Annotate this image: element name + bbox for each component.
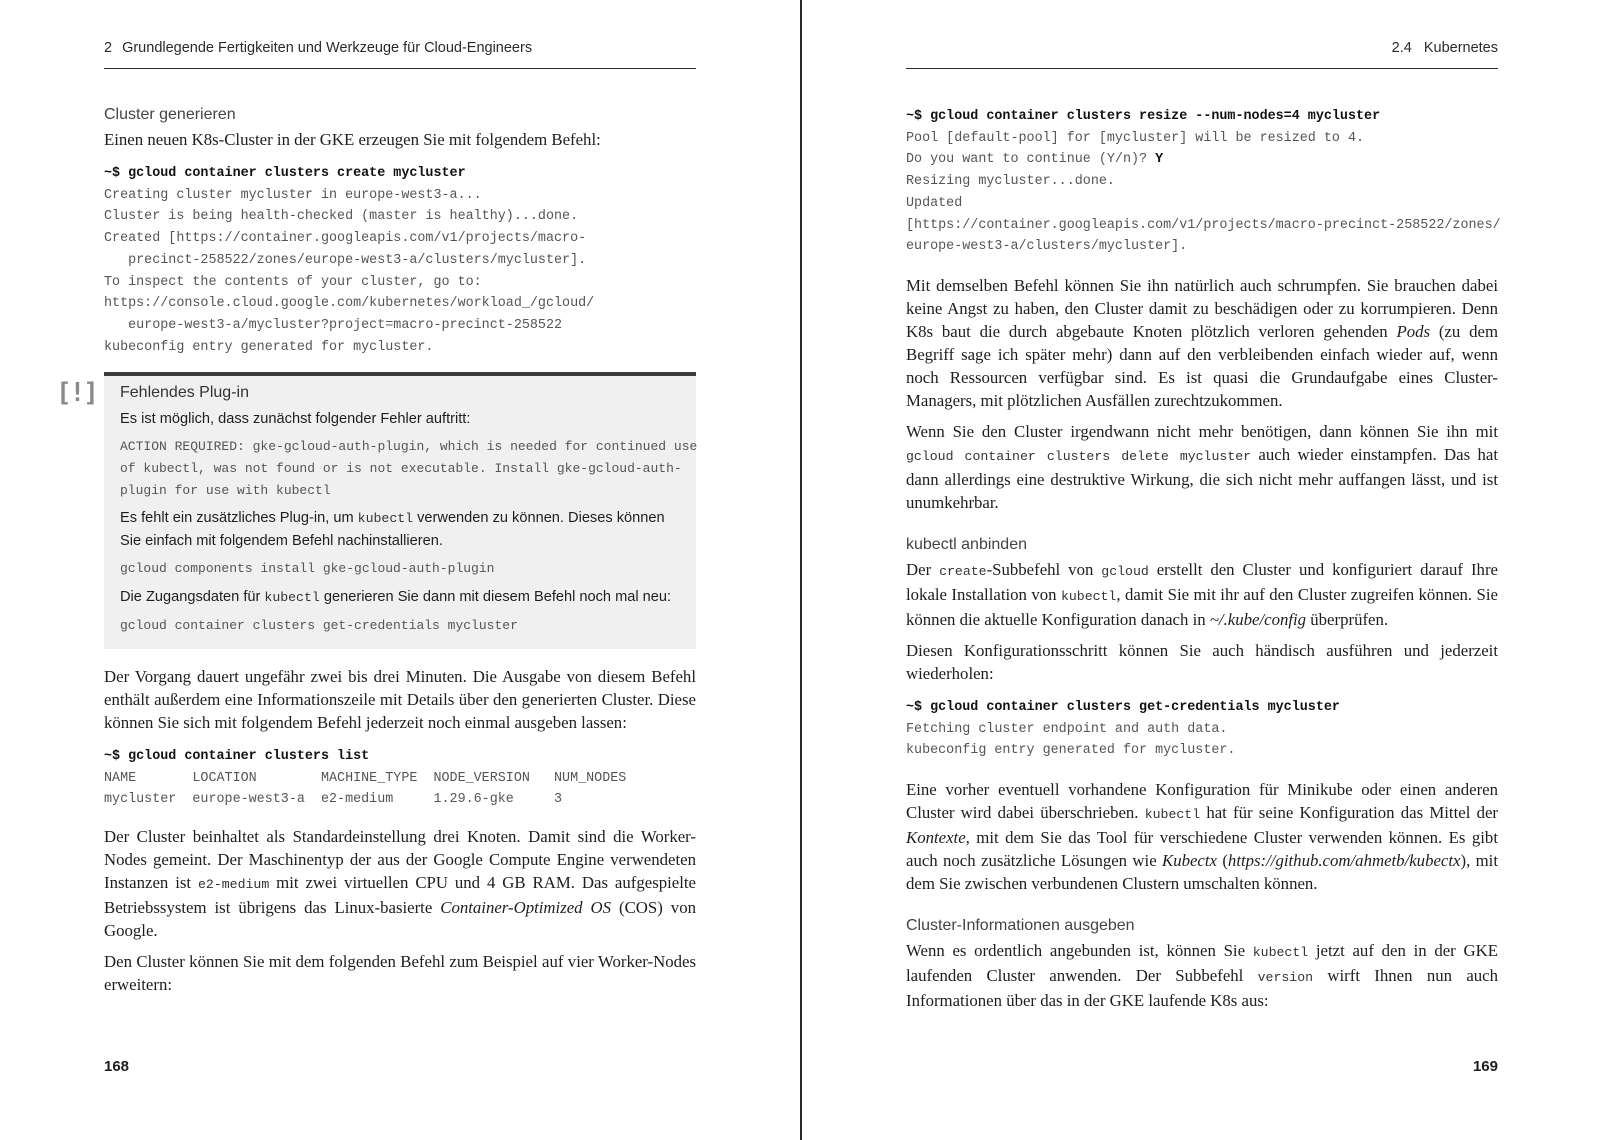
para2-text-a: Der Cluster beinhaltet als Standardeinstellung drei Knoten. Damit sind die Worker-Nodes gemeint. Der Maschinentyp der aus der Google Compute Engine verwendeten Instanzen ist — [104, 826, 696, 892]
note-command-install: gcloud components install gke-gcloud-auth-plugin — [120, 561, 495, 577]
para2-text-c: (COS) von Google. — [104, 897, 696, 940]
note-title: Fehlendes Plug-in — [120, 384, 249, 402]
paragraph-resize-intro: Den Cluster können Sie mit dem folgenden Befehl zum Beispiel auf vier Worker-Nodes erweitern: — [104, 951, 696, 994]
resize-output-2: Resizing mycluster...done. Updated [https://container.googleapis.com/v1/projects/macro-precinct-258522/zones/ europe-west3-a/clusters/mycluster]. — [906, 174, 1501, 255]
note-box-missing-plugin — [56, 372, 698, 649]
right-page — [802, 0, 1600, 1140]
command-get-credentials: ~$ gcloud container clusters get-credentials mycluster — [906, 699, 1340, 715]
note-command-get-credentials: gcloud container clusters get-credentials mycluster — [120, 618, 518, 634]
running-header-left — [104, 40, 696, 69]
warning-icon: [!] — [56, 378, 97, 409]
paragraph-default-nodes — [104, 825, 696, 942]
note-p2-text-b: verwenden zu können. Dieses können Sie einfach mit folgendem Befehl nachinstallieren. — [120, 510, 665, 550]
italic-kontexte: Kontexte — [906, 828, 966, 848]
get-credentials-output: Fetching cluster endpoint and auth data. kubeconfig entry generated for mycluster. — [906, 721, 1236, 759]
inline-code-kubectl: kubectl — [1252, 945, 1309, 961]
italic-cos: Container-Optimized OS — [440, 897, 612, 917]
running-header-right — [906, 40, 1498, 69]
inline-code-kubectl: kubectl — [1060, 588, 1117, 604]
para3-text-c: erstellt den Cluster und konfiguriert darauf Ihre lokale Installation von — [906, 559, 1498, 604]
inline-code-e2-medium: e2-medium — [198, 876, 270, 892]
inline-code-kubectl: kubectl — [357, 511, 414, 527]
paragraph-delete — [906, 420, 1498, 514]
page-number-right: 169 — [1472, 1058, 1498, 1075]
paragraph-shrink — [906, 274, 1498, 412]
command-list: ~$ gcloud container clusters list — [104, 748, 370, 764]
italic-kube-config-path: ~/.kube/config — [1209, 609, 1307, 629]
paragraph-contexts — [906, 778, 1498, 895]
para6-text-a: Wenn es ordentlich angebunden ist, können Sie — [906, 941, 1253, 961]
inline-code-kubectl: kubectl — [264, 590, 320, 606]
section-title-cluster-informationen: Cluster-Informationen ausgeben — [906, 917, 1135, 935]
para2-text-b: auch wieder einstampfen. Das hat dann allerdings eine destruktive Wirkung, die sich nicht mehr auffangen lässt, und ist unumkehrbar. — [906, 444, 1498, 512]
para5-text-c: , mit dem Sie das Tool für verschiedene Cluster verwenden können. Es gibt auch noch zusätzliche Lösungen wie — [906, 828, 1498, 871]
chapter-title: Grundlegende Fertigkeiten und Werkzeuge für Cloud-Engineers — [122, 40, 533, 56]
para5-text-b: hat für seine Konfiguration das Mittel der — [1200, 803, 1499, 823]
section-title-cluster-generieren: Cluster generieren — [104, 106, 236, 123]
para1-text-a: Mit demselben Befehl können Sie ihn natürlich auch schrumpfen. Sie brauchen dabei keine Angst zu haben, den Cluster damit zu beschädigen oder zu korrumpieren. Denn K8s baut die durch abgebaute Knoten plötzlich verloren gehenden — [906, 275, 1498, 341]
para3-text-d: , damit Sie mit ihr auf den Cluster zugreifen können. Sie können die aktuelle Konfiguration danach in — [906, 584, 1498, 629]
note-p2-text-a: Es fehlt ein zusätzliches Plug-in, um — [120, 510, 358, 527]
para3-text-e: überprüfen. — [1306, 609, 1389, 629]
note-p3-text-b: generieren Sie dann mit diesem Befehl noch mal neu: — [319, 589, 672, 606]
para5-text-d: ( — [1216, 851, 1228, 871]
inline-code-create: create — [939, 563, 987, 579]
code-block-list — [104, 746, 696, 811]
code-block-create — [104, 163, 696, 358]
para3-text-b: -Subbefehl von — [986, 559, 1102, 579]
inline-code-delete-command: gcloud container clusters delete mycluster — [906, 448, 1252, 464]
section-title-kubectl-anbinden: kubectl anbinden — [906, 535, 1027, 553]
create-output: Creating cluster mycluster in europe-west3-a... Cluster is being health-checked (master is healthy)...done. Created [https://container.googleapis.com/v1/projects/macro- precinct-258522/zones/europe-west3-a/clusters/mycluster]. To inspect the contents of your cluster, go to: https://console.cloud.google.com/kubernetes/workload_/gcloud/ europe-west3-a/mycluster?project=macro-precinct-258522 kubeconfig entry generated for mycluster. — [104, 187, 595, 355]
paragraph-duration: Der Vorgang dauert ungefähr zwei bis drei Minuten. Die Ausgabe von diesem Befehl enthält außerdem eine Informationszeile mit Details über den generierten Cluster. Diese können Sie sich mit folgendem Befehl jederzeit noch einmal ausgeben lassen: — [104, 666, 696, 732]
inline-code-kubectl: kubectl — [1144, 807, 1201, 823]
note-error-output: ACTION REQUIRED: gke-gcloud-auth-plugin, which is needed for continued use of kubectl, was not found or is not executable. Install gke-gcloud-auth- plugin for use with kubectl — [120, 439, 698, 498]
para2-text-a: Wenn Sie den Cluster irgendwann nicht mehr benötigen, dann können Sie ihn mit — [906, 421, 1498, 441]
note-paragraph-3 — [120, 586, 680, 609]
code-block-get-credentials — [906, 697, 1498, 762]
resize-answer: Y — [1155, 152, 1164, 168]
command-create: ~$ gcloud container clusters create mycluster — [104, 166, 466, 181]
para2-text-b: mit zwei virtuellen CPU und 4 GB RAM. Das aufgespielte Betriebssystem ist übrigens das Linux-basierte — [104, 872, 696, 917]
para6-text-b: jetzt auf den in der GKE laufenden Cluster anwenden. Der Subbefehl — [906, 941, 1498, 986]
paragraph-version — [906, 939, 1498, 1012]
paragraph-create-subcommand — [906, 558, 1498, 631]
italic-kubectx: Kubectx — [1162, 851, 1217, 871]
command-resize: ~$ gcloud container clusters resize --num-nodes=4 mycluster — [906, 109, 1381, 124]
italic-pods: Pods — [1396, 321, 1431, 341]
paragraph-manual-config: Diesen Konfigurationsschritt können Sie auch händisch ausführen und jederzeit wiederholen: — [906, 640, 1498, 683]
section-title: Kubernetes — [1423, 40, 1498, 56]
para3-text-a: Der — [906, 559, 940, 579]
inline-code-version: version — [1257, 970, 1314, 986]
page-number-left: 168 — [104, 1058, 130, 1075]
para1-text-b: (zu dem Begriff sage ich später mehr) dann auf den verbleibenden einfach wieder auf, wenn noch Ressourcen verfügbar sind. Es ist quasi die Grundaufgabe eines Cluster-Managers, mit plötzlichen Ausfällen zurechtzukommen. — [906, 321, 1498, 410]
resize-output-1: Pool [default-pool] for [mycluster] will be resized to 4. Do you want to continue (Y/n)? — [906, 130, 1365, 168]
para5-text-a: Eine vorher eventuell vorhandene Konfiguration für Minikube oder einen anderen Cluster wird dabei überschrieben. — [906, 780, 1498, 823]
note-paragraph-1: Es ist möglich, dass zunächst folgender Fehler auftritt: — [120, 411, 471, 428]
code-block-resize — [906, 106, 1501, 258]
section-number: 2.4 — [1391, 40, 1412, 56]
intro-paragraph: Einen neuen K8s-Cluster in der GKE erzeugen Sie mit folgendem Befehl: — [104, 130, 601, 149]
note-p3-text-a: Die Zugangsdaten für — [120, 589, 265, 606]
inline-code-gcloud: gcloud — [1101, 563, 1149, 579]
chapter-number: 2 — [104, 40, 113, 56]
link-kubectx-url[interactable]: https://github.com/ahmetb/kubectx — [1227, 851, 1461, 871]
para5-text-e: ), mit dem Sie zwischen verbundenen Clustern umschalten können. — [906, 851, 1498, 894]
note-paragraph-2 — [120, 507, 680, 552]
para6-text-c: wirft Ihnen nun auch Informationen über das in der GKE laufende K8s aus: — [906, 966, 1498, 1011]
list-output: NAME LOCATION MACHINE_TYPE NODE_VERSION NUM_NODES mycluster europe-west3-a e2-medium 1.29.6-gke 3 — [104, 770, 627, 808]
right-content — [906, 106, 1501, 1020]
left-content — [56, 106, 698, 1004]
